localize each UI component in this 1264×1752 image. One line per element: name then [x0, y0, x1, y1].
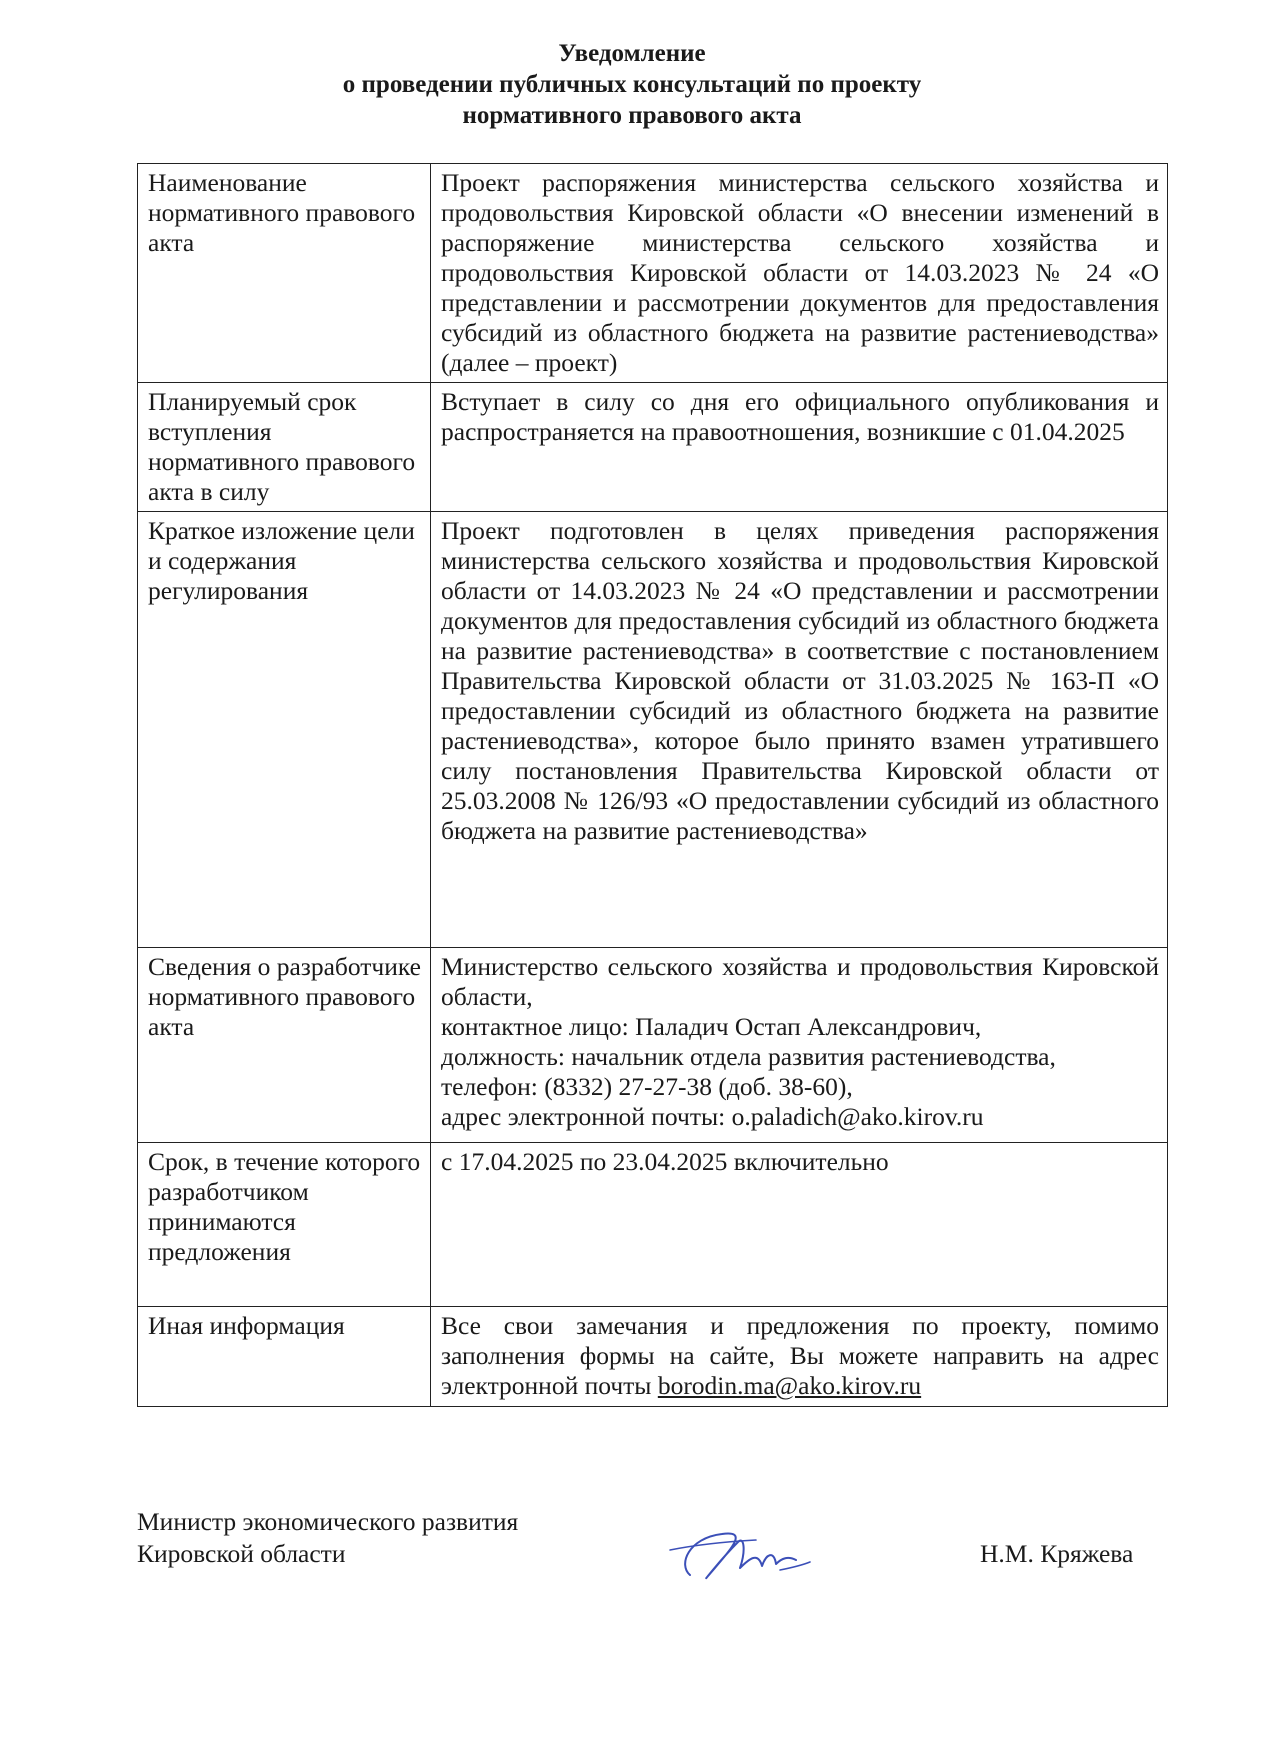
title-line-2: о проведении публичных консультаций по проекту [342, 71, 922, 98]
table-row [138, 1307, 1168, 1407]
row-value-developer [431, 948, 1168, 1143]
row-value-other-info [431, 1307, 1168, 1407]
handwritten-signature [660, 1520, 860, 1600]
signatory-position [137, 1506, 518, 1570]
notice-table [137, 163, 1168, 1407]
table-row [138, 1143, 1168, 1307]
table-row [138, 948, 1168, 1143]
developer-line: телефон: (8332) 27-27-38 (доб. 38-60), [441, 1072, 853, 1101]
table-row [138, 383, 1168, 512]
row-value-act-name: Проект распоряжения министерства сельского хозяйства и продовольствия Кировской области «О внесении изменений в распоряжение министерства сельского хозяйства и продовольствия Кировской области от 14.03.2023 № 24 «О представлении и рассмотрении документов для предоставления субсидий из областного бюджета на развитие растениеводства» (далее – проект) [431, 164, 1168, 383]
other-info-email-link[interactable]: borodin.ma@ako.kirov.ru [657, 1371, 922, 1400]
row-value-proposal-period: с 17.04.2025 по 23.04.2025 включительно [431, 1143, 1168, 1307]
developer-contact-email: адрес электронной почты: o.paladich@ako.kirov.ru [441, 1102, 984, 1131]
row-value-effective-date: Вступает в силу со дня его официального опубликования и распространяется на правоотношения, возникшие с 01.04.2025 [431, 383, 1168, 512]
row-label-effective-date: Планируемый срок вступления нормативного правового акта в силу [138, 383, 431, 512]
developer-line: контактное лицо: Паладич Остап Александрович, [441, 1012, 982, 1041]
title-line-1: Уведомление [558, 40, 706, 67]
developer-line: Министерство сельского хозяйства и продовольствия Кировской области, [441, 952, 1159, 1011]
table-row [138, 512, 1168, 948]
row-label-other-info: Иная информация [138, 1307, 431, 1407]
other-info-text: Все свои замечания и предложения по проекту, помимо заполнения формы на сайте, Вы можете направить на адрес электронной почты [441, 1311, 1159, 1400]
document-title [0, 38, 1264, 131]
row-value-purpose: Проект подготовлен в целях приведения распоряжения министерства сельского хозяйства и продовольствия Кировской области от 14.03.2023 № 24 «О представлении и рассмотрении документов для предоставления субсидий из областного бюджета на развитие растениеводства» в соответствие с постановлением Правительства Кировской области от 31.03.2025 № 163-П «О предоставлении субсидий из областного бюджета на развитие растениеводства», которое было принято взамен утратившего силу постановления Правительства Кировской области от 25.03.2008 № 126/93 «О предоставлении субсидий из областного бюджета на развитие растениеводства» [431, 512, 1168, 948]
row-label-proposal-period: Срок, в течение которого разработчиком принимаются предложения [138, 1143, 431, 1307]
developer-line: должность: начальник отдела развития растениеводства, [441, 1042, 1056, 1071]
row-label-act-name: Наименование нормативного правового акта [138, 164, 431, 383]
signatory-position-line-1: Министр экономического развития [137, 1507, 519, 1536]
table-row [138, 164, 1168, 383]
row-label-developer: Сведения о разработчике нормативного правового акта [138, 948, 431, 1143]
signatory-name: Н.М. Кряжева [980, 1539, 1134, 1568]
title-line-3: нормативного правового акта [462, 102, 802, 129]
signatory-position-line-2: Кировской области [137, 1539, 346, 1568]
row-label-purpose: Краткое изложение цели и содержания регулирования [138, 512, 431, 948]
